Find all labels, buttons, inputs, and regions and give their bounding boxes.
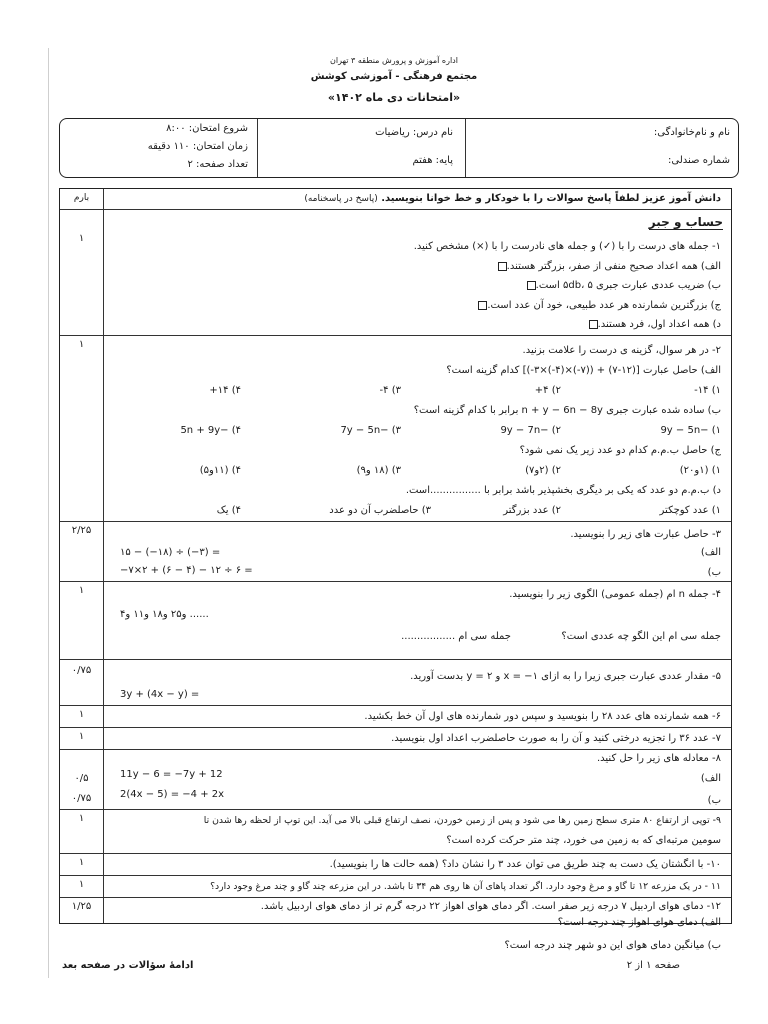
continue-note: ادامهٔ سؤالات در صفحه بعد bbox=[62, 960, 194, 971]
q8-a-score: ۰/۵ bbox=[74, 773, 89, 784]
q9-score: ۱ bbox=[78, 813, 85, 824]
q10-text: ۱۰- با انگشتان یک دست به چند طریق می توان عدد ۳ را نشان داد؟ (همه حالت ها را بنویسید). bbox=[329, 859, 721, 870]
q2-c-option[interactable]: ۱) (۱و۲۰) bbox=[679, 465, 721, 476]
q4-answer-blank: جمله سی ام ................. bbox=[401, 631, 511, 642]
row-divider bbox=[60, 581, 731, 582]
q1-a-text: الف) همه اعداد صحیح منفی از صفر، بزرگتر هستند. bbox=[506, 261, 721, 272]
seat-field: شماره صندلی: bbox=[668, 155, 730, 166]
q2-d-option[interactable]: ۱) عدد کوچکتر bbox=[659, 505, 721, 516]
q2-b-option[interactable]: ۴) −5n + 9y bbox=[180, 425, 241, 436]
q8-b-equation: 2(4x − 5) = −4 + 2x bbox=[120, 789, 225, 800]
exam-page bbox=[48, 48, 739, 978]
row-divider bbox=[60, 853, 731, 854]
q11-score: ۱ bbox=[78, 879, 85, 890]
q3-b-label: ب) bbox=[707, 567, 721, 578]
q4-text: ۴- جمله n ام (جمله عمومی) الگوی زیر را بنویسید. bbox=[509, 589, 721, 600]
q1-item-a bbox=[495, 261, 721, 272]
q1-score: ۱ bbox=[78, 233, 85, 244]
instructions bbox=[304, 193, 721, 204]
q2-b: ب) ساده شده عبارت جبری n + y − 6n − 8y برابر با کدام گزینه است؟ bbox=[413, 405, 721, 416]
row-divider bbox=[60, 659, 731, 660]
row-divider bbox=[60, 705, 731, 706]
q1-b-text: ب) ضریب عددی عبارت جبری ۵db، ۵ است. bbox=[535, 280, 721, 291]
q6-text: ۶- همه شمارنده های عدد ۲۸ را بنویسید و سپس دور شمارنده های اول آن خط بکشید. bbox=[364, 711, 721, 722]
q8-a-equation: 11y − 6 = −7y + 12 bbox=[120, 769, 223, 780]
name-field: نام و نام‌خانوادگی: bbox=[653, 127, 730, 138]
q12-b: ب) میانگین دمای هوای این دو شهر چند درجه است؟ bbox=[504, 940, 721, 951]
q2-a: الف) حاصل عبارت [(۱۲-۷) + ((۷-)×(۴-)×۳-)] کدام گزینه است؟ bbox=[446, 365, 721, 376]
q1-c-text: ج) بزرگترین شمارنده هر عدد طبیعی، خود آن عدد است. bbox=[487, 300, 721, 311]
q6-score: ۱ bbox=[78, 709, 85, 720]
info-divider bbox=[465, 119, 466, 177]
checkbox[interactable] bbox=[478, 301, 487, 310]
duration-field: زمان امتحان: ۱۱۰ دقیقه bbox=[147, 141, 248, 152]
q5-text: ۵- مقدار عددی عبارت جبری زیرا را به ازای x = −۱ و y = ۲ بدست آورید. bbox=[410, 671, 721, 682]
q8-a-label: الف) bbox=[700, 773, 721, 784]
q2-a-option[interactable]: ۲) ۴+ bbox=[534, 385, 561, 396]
instruction-note: (پاسخ در پاسخنامه) bbox=[304, 194, 378, 204]
q4-score: ۱ bbox=[78, 585, 85, 596]
page-count-field: تعداد صفحه: ۲ bbox=[187, 159, 248, 170]
q2-c-option[interactable]: ۴) (۱۱و۵) bbox=[199, 465, 241, 476]
q2-c-option[interactable]: ۲) (۲و۷) bbox=[525, 465, 561, 476]
q2-b-option[interactable]: ۲) −9y − 7n bbox=[500, 425, 561, 436]
q3-score: ۲/۲۵ bbox=[71, 525, 92, 536]
subject-field: نام درس: ریاضیات bbox=[375, 127, 453, 138]
q5-expression: 3y + (4x − y) = bbox=[120, 689, 200, 700]
q2-c: ج) حاصل ب.م.م کدام دو عدد زیر یک نمی شود؟ bbox=[519, 445, 721, 456]
q2-score: ۱ bbox=[78, 339, 85, 350]
q1-item-b bbox=[524, 280, 721, 291]
q11-text: ۱۱ - در یک مزرعه ۱۲ تا گاو و مرغ وجود دارد. اگر تعداد پاهای آن ها روی هم ۳۴ تا باشد. در این مزرعه چند گاو و چند مرغ وجود دارد؟ bbox=[210, 881, 721, 892]
q9-line1: ۹- توپی از ارتفاع ۸۰ متری سطح زمین رها می شود و پس از زمین خوردن، نصف ارتفاع قبلی بالا می آید. این توپ از لحظه رها شدن تا bbox=[203, 815, 721, 826]
instruction-text: دانش آموز عزیز لطفاً پاسخ سوالات را با خودکار و خط خوانا بنویسید. bbox=[381, 193, 721, 204]
q3-b-expression: −۷×۲ + (۶ − ۴) − ۱۲ ÷ ۶ = bbox=[120, 565, 253, 576]
q3-a-expression: ۱۵ − (−۱۸) ÷ (−۳) = bbox=[120, 547, 221, 558]
q4-sequence: ...... و۲۵ و۱۸ و۱۱ و۴ bbox=[120, 609, 209, 620]
page-number: صفحه ۱ از ۲ bbox=[626, 960, 680, 971]
checkbox[interactable] bbox=[498, 262, 507, 271]
questions-table bbox=[59, 188, 732, 928]
q2-a-option[interactable]: ۳) ۴- bbox=[379, 385, 401, 396]
q8-b-score: ۰/۷۵ bbox=[71, 793, 92, 804]
score-column-divider bbox=[103, 189, 104, 923]
q3-a-label: الف) bbox=[700, 547, 721, 558]
row-divider bbox=[60, 809, 731, 810]
start-time-field: شروع امتحان: ۸:۰۰ bbox=[166, 123, 248, 134]
q8-b-label: ب) bbox=[707, 795, 721, 806]
q2-c-option[interactable]: ۳) (۱۸ و۹) bbox=[356, 465, 401, 476]
header-line1: اداره آموزش و پرورش منطقه ۳ تهران bbox=[330, 56, 458, 65]
q2-b-option[interactable]: ۱) −9y − 5n bbox=[660, 425, 721, 436]
q1-item-d bbox=[586, 319, 721, 330]
score-column-header: بارم bbox=[73, 193, 90, 203]
q7-score: ۱ bbox=[78, 731, 85, 742]
info-divider bbox=[257, 119, 258, 177]
row-divider bbox=[60, 335, 731, 336]
row-divider bbox=[60, 209, 731, 210]
q8-text: ۸- معادله های زیر را حل کنید. bbox=[596, 753, 721, 764]
q10-score: ۱ bbox=[78, 857, 85, 868]
q1-item-c bbox=[475, 300, 721, 311]
q3-text: ۳- حاصل عبارت های زیر را بنویسید. bbox=[570, 529, 721, 540]
q2-d-option[interactable]: ۲) عدد بزرگتر bbox=[503, 505, 561, 516]
grade-field: پایه: هفتم bbox=[412, 155, 453, 166]
q2-b-option[interactable]: ۳) −7y − 5n bbox=[340, 425, 401, 436]
row-divider bbox=[60, 749, 731, 750]
row-divider bbox=[60, 897, 731, 898]
student-info-box bbox=[59, 118, 739, 178]
row-divider bbox=[60, 727, 731, 728]
header-school: مجتمع فرهنگی - آموزشی کوشش bbox=[310, 71, 478, 82]
q2-a-option[interactable]: ۱) ۱۴- bbox=[694, 385, 721, 396]
q12-score: ۱/۲۵ bbox=[71, 901, 92, 912]
q1-d-text: د) همه اعداد اول، فرد هستند. bbox=[597, 319, 721, 330]
q2-a-option[interactable]: ۴) ۱۴+ bbox=[209, 385, 241, 396]
q2-d: د) ب.م.م دو عدد که یکی بر دیگری بخشپذیر باشد برابر با ................است. bbox=[405, 485, 721, 496]
q1-text: ۱- جمله های درست را با (✓) و جمله های نادرست را با (×) مشخص کنید. bbox=[413, 241, 721, 252]
q2-d-option[interactable]: ۳) حاصلضرب آن دو عدد bbox=[329, 505, 431, 516]
q12-text: ۱۲- دمای هوای اردبیل ۷ درجه زیر صفر است. اگر دمای هوای اهواز ۲۲ درجه گرم تر از دمای هوای اردبیل باشد. bbox=[260, 901, 721, 912]
header-exam-title: «امتحانات دی ماه ۱۴۰۲» bbox=[327, 91, 461, 104]
checkbox[interactable] bbox=[527, 281, 536, 290]
q2-d-option[interactable]: ۴) یک bbox=[216, 505, 241, 516]
row-divider bbox=[60, 521, 731, 522]
q12-a: الف) دمای هوای اهواز چند درجه است؟ bbox=[557, 917, 721, 928]
row-divider bbox=[60, 875, 731, 876]
q9-line2: سومین مرتبه‌ای که به زمین می خورد، چند متر حرکت کرده است؟ bbox=[446, 835, 721, 846]
q7-text: ۷- عدد ۳۶ را تجزیه درختی کنید و آن را به صورت حاصلضرب اعداد اول بنویسید. bbox=[391, 733, 721, 744]
q4-question: جمله سی ام این الگو چه عددی است؟ bbox=[561, 631, 721, 642]
checkbox[interactable] bbox=[589, 320, 598, 329]
section-title: حساب و جبر bbox=[648, 215, 723, 229]
q2-text: ۲- در هر سوال، گزینه ی درست را علامت بزنید. bbox=[522, 345, 721, 356]
q5-score: ۰/۷۵ bbox=[71, 665, 92, 676]
